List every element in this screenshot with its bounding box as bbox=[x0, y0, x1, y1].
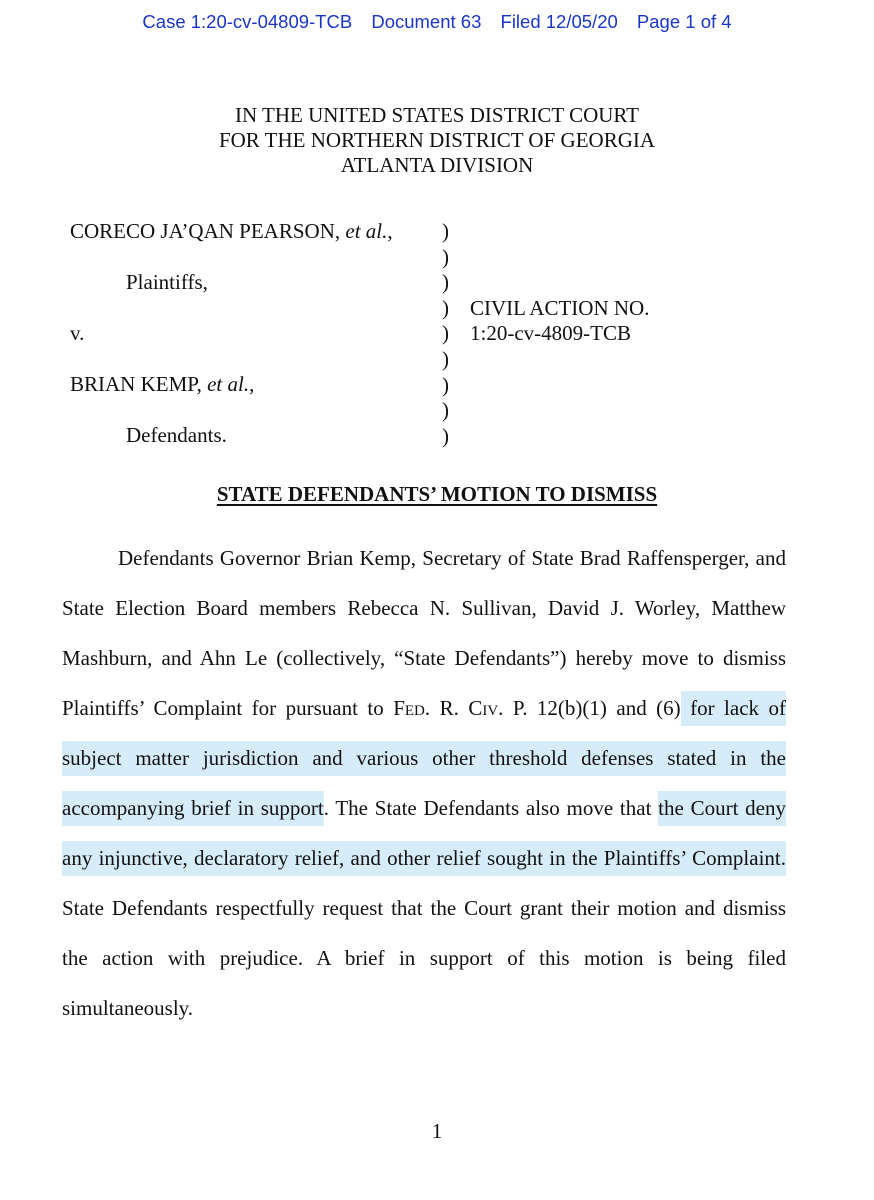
highlight-jurisdiction: for lack of subject matter jurisdiction and various other threshold defenses stated in the accompanying brief in support bbox=[62, 691, 786, 826]
motion-body bbox=[62, 533, 786, 1033]
filed-date: Filed 12/05/20 bbox=[500, 11, 618, 32]
highlight-relief: the Court deny any injunctive, declaratory relief, and other relief sought in the Plaintiffs’ Complaint. bbox=[62, 791, 786, 876]
motion-paragraph: Defendants Governor Brian Kemp, Secretary of State Brad Raffensperger, and State Election Board members Rebecca N. Sullivan, David J. Worley, Matthew Mashburn, and Ahn Le (collectively, “State Defendants”) hereby move to dismiss Plaintiffs’ Complaint for pursuant to Fed. R. Civ. P. 12(b)(1) and (6) for lack of subject matter jurisdiction and various other threshold defenses stated in the accompanying brief in support. The State Defendants also move that the Court deny any injunctive, declaratory relief, and other relief sought in the Plaintiffs’ Complaint. State Defendants respectfully request that the Court grant their motion and dismiss the action with prejudice. A brief in support of this motion is being filed simultaneously. bbox=[62, 546, 787, 1020]
filing-header bbox=[0, 11, 874, 33]
defendant-name: BRIAN KEMP, et al., bbox=[70, 372, 255, 396]
page-number: 1 bbox=[431, 1119, 443, 1143]
document-number: Document 63 bbox=[371, 11, 482, 32]
plaintiff-name: CORECO JA’QAN PEARSON, et al., bbox=[70, 219, 393, 243]
defendants-label: Defendants. bbox=[126, 423, 227, 447]
motion-title: STATE DEFENDANTS’ MOTION TO DISMISS bbox=[216, 482, 658, 506]
caption-parens: ) ) ) ) ) ) ) ) ) bbox=[442, 219, 449, 448]
court-line-2: FOR THE NORTHERN DISTRICT OF GEORGIA bbox=[218, 128, 656, 152]
court-line-3: ATLANTA DIVISION bbox=[340, 153, 534, 177]
court-heading bbox=[0, 103, 874, 178]
civil-action-label: CIVIL ACTION NO. bbox=[470, 296, 650, 320]
versus: v. bbox=[70, 321, 85, 345]
page-indicator: Page 1 of 4 bbox=[636, 11, 732, 32]
case-number: Case 1:20-cv-04809-TCB bbox=[142, 11, 353, 32]
plaintiffs-label: Plaintiffs, bbox=[126, 270, 208, 294]
civil-action-number: 1:20-cv-4809-TCB bbox=[470, 321, 631, 345]
court-line-1: IN THE UNITED STATES DISTRICT COURT bbox=[234, 103, 640, 127]
